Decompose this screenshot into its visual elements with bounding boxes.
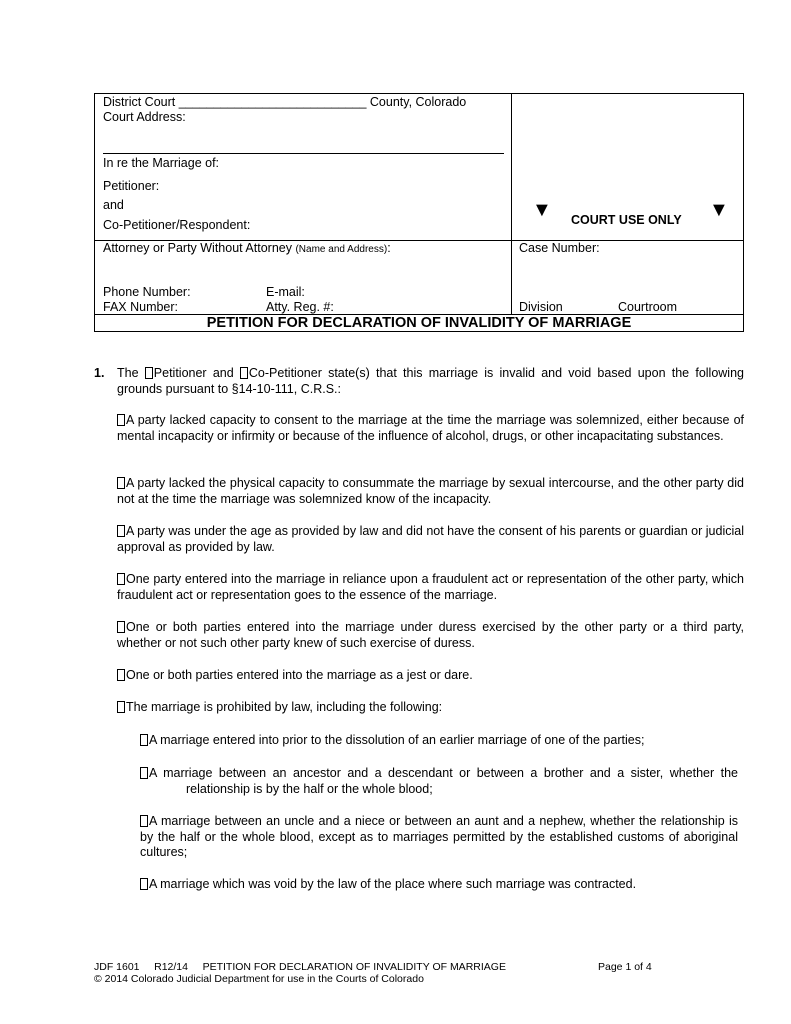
- ground-text: One or both parties entered into the marriage as a jest or dare.: [126, 668, 473, 682]
- prohibited-text: A marriage between an uncle and a niece or between an aunt and a nephew, whether the relationship is by the half or the whole blood, except as to marriages permitted by the established customs of aboriginal cultures;: [140, 814, 738, 859]
- in-re-label: In re the Marriage of:: [103, 156, 220, 170]
- ground-checkbox[interactable]: [117, 621, 125, 633]
- prohibited-item: [140, 877, 738, 893]
- section-number: 1.: [94, 366, 105, 380]
- fax-label: FAX Number:: [103, 300, 179, 314]
- footer-form-name: PETITION FOR DECLARATION OF INVALIDITY OF MARRIAGE: [202, 961, 506, 973]
- court-use-only-label: COURT USE ONLY: [571, 213, 682, 227]
- co-petitioner-option-label: Co-Petitioner state(s) that this marriage is invalid and void based upon the following grounds pursuant to §14-10-111, C.R.S.:: [117, 366, 744, 396]
- case-number-label: Case Number:: [519, 241, 600, 255]
- district-court-blank[interactable]: ___________________________: [178, 95, 367, 109]
- prohibited-item: [140, 814, 738, 861]
- caption-parties-section: [95, 94, 512, 240]
- prohibited-checkbox[interactable]: [140, 734, 148, 746]
- prohibited-checkbox[interactable]: [140, 767, 148, 779]
- footer-form-id: JDF 1601: [94, 961, 140, 973]
- ground-checkbox[interactable]: [117, 525, 125, 537]
- court-caption-box: [94, 93, 744, 332]
- district-court-label: District Court: [103, 95, 176, 109]
- court-use-only-section: [512, 94, 743, 240]
- petitioner-option-label: Petitioner and: [153, 366, 234, 380]
- section-1-intro: [117, 366, 744, 397]
- footer-page-number: Page 1 of 4: [598, 961, 652, 973]
- district-court-line: [103, 95, 466, 110]
- ground-checkbox[interactable]: [117, 414, 125, 426]
- form-title: PETITION FOR DECLARATION OF INVALIDITY OF MARRIAGE: [95, 314, 743, 333]
- prohibited-text: A marriage entered into prior to the dissolution of an earlier marriage of one of the parties;: [149, 733, 645, 747]
- attorney-name-address-note: (Name and Address): [295, 244, 388, 255]
- petitioner-checkbox[interactable]: [145, 367, 153, 379]
- ground-checkbox[interactable]: [117, 669, 125, 681]
- email-label: E-mail:: [266, 285, 305, 299]
- ground-item: [117, 413, 744, 444]
- prohibited-item: [140, 733, 738, 749]
- ground-text: A party lacked capacity to consent to the marriage at the time the marriage was solemnized, either because of mental incapacity or infirmity or because of the influence of alcohol, drugs, or other incapacitating substances.: [117, 413, 744, 443]
- ground-item: [117, 668, 744, 684]
- petitioner-label: Petitioner:: [103, 179, 160, 193]
- prohibited-text: A marriage between an ancestor and a descendant or between a brother and a sister, whether the: [149, 766, 738, 780]
- ground-item: [117, 700, 744, 716]
- ground-text: A party was under the age as provided by law and did not have the consent of his parents or guardian or judicial approval as provided by law.: [117, 524, 744, 554]
- co-petitioner-label: Co-Petitioner/Respondent:: [103, 218, 251, 232]
- prohibited-text: A marriage which was void by the law of the place where such marriage was contracted.: [149, 877, 637, 891]
- county-label: County, Colorado: [369, 95, 467, 109]
- phone-label: Phone Number:: [103, 285, 191, 299]
- ground-item: [117, 572, 744, 603]
- ground-text: One party entered into the marriage in reliance upon a fraudulent act or representation of the other party, which fraudulent act or representation goes to the essence of the marriage.: [117, 572, 744, 602]
- ground-text: The marriage is prohibited by law, including the following:: [126, 700, 443, 714]
- case-number-section: [512, 240, 743, 314]
- ground-checkbox[interactable]: [117, 701, 125, 713]
- and-label: and: [103, 198, 124, 212]
- down-arrow-icon: ▼: [709, 199, 729, 221]
- co-petitioner-checkbox[interactable]: [240, 367, 248, 379]
- intro-the: The: [117, 366, 139, 380]
- prohibited-item: [140, 766, 738, 782]
- prohibited-item-continuation: relationship is by the half or the whole blood;: [186, 782, 433, 796]
- ground-item: [117, 524, 744, 555]
- footer-copyright: © 2014 Colorado Judicial Department for use in the Courts of Colorado: [94, 973, 424, 985]
- footer-line-1: [94, 961, 506, 973]
- attorney-section: [95, 240, 512, 314]
- footer-revision: R12/14: [154, 961, 188, 973]
- ground-checkbox[interactable]: [117, 573, 125, 585]
- attorney-colon: :: [387, 241, 391, 255]
- attorney-label: Attorney or Party Without Attorney: [103, 241, 292, 255]
- court-address-label: Court Address:: [103, 110, 186, 124]
- ground-text: A party lacked the physical capacity to consummate the marriage by sexual intercourse, and the other party did not at the time the marriage was solemnized know of the incapacity.: [117, 476, 744, 506]
- ground-checkbox[interactable]: [117, 477, 125, 489]
- prohibited-checkbox[interactable]: [140, 878, 148, 890]
- court-address-rule: [103, 153, 504, 154]
- ground-item: [117, 620, 744, 651]
- down-arrow-icon: ▼: [532, 199, 552, 221]
- ground-text: One or both parties entered into the marriage under duress exercised by the other party or a third party, whether or not such other party knew of such exercise of duress.: [117, 620, 744, 650]
- atty-reg-label: Atty. Reg. #:: [266, 300, 334, 314]
- division-label: Division: [519, 300, 563, 314]
- prohibited-checkbox[interactable]: [140, 815, 148, 827]
- attorney-label-line: [103, 241, 391, 257]
- ground-item: [117, 476, 744, 507]
- courtroom-label: Courtroom: [618, 300, 678, 314]
